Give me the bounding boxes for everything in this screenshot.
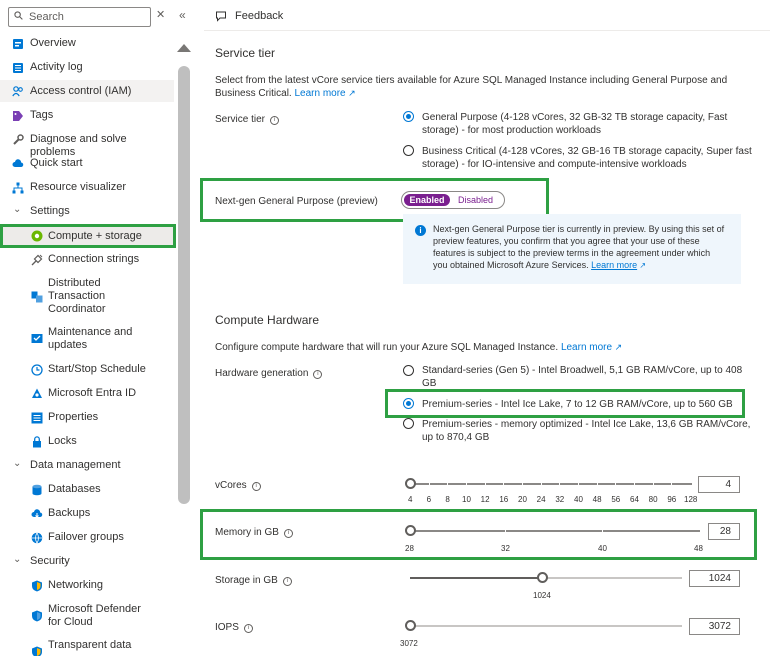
vcores-tick-label: 48 [592, 495, 602, 504]
sidebar-item-overview[interactable]: Overview [0, 37, 174, 51]
transaction-icon [31, 291, 43, 303]
plug-icon [31, 254, 43, 266]
vcores-tick-label: 8 [445, 495, 450, 504]
vcores-input[interactable]: 4 [698, 476, 740, 493]
general-purpose-option-label: General Purpose (4-128 vCores, 32 GB-32 TB storage capacity, Fast storage) - for most production workloads [422, 112, 728, 136]
vcores-tick-label: 40 [574, 495, 583, 504]
info-circle-icon: i [415, 225, 426, 236]
vcores-tick-label: 64 [630, 495, 639, 504]
memory-tick-label: 40 [598, 544, 607, 553]
compute-storage-highlight [0, 224, 176, 248]
service-tier-learn-more-link[interactable]: Learn more [294, 88, 346, 99]
sidebar-item-start-stop[interactable]: Start/Stop Schedule [0, 363, 174, 377]
search-icon [14, 11, 23, 20]
vcores-step-mark [597, 483, 598, 485]
vcores-step-mark [653, 483, 654, 485]
vcores-step-mark [485, 483, 486, 485]
vcores-step-mark [466, 483, 467, 485]
clock-icon [31, 364, 43, 376]
sidebar-item-activity-log[interactable]: Activity log [0, 61, 174, 75]
standard-series-option-label: Standard-series (Gen 5) - Intel Broadwell, 5,1 GB RAM/vCore, up to 408 GB [422, 365, 743, 389]
info-icon[interactable]: i [284, 529, 293, 538]
sidebar-item-quick-start[interactable]: Quick start [0, 157, 174, 171]
database-icon [31, 484, 43, 496]
memory-tick-label: 48 [694, 544, 703, 553]
maintenance-icon [31, 333, 43, 345]
info-icon[interactable]: i [244, 624, 253, 633]
chevron-down-icon: ⌄ [13, 554, 22, 565]
compute-hardware-heading: Compute Hardware [215, 313, 320, 327]
sidebar-item-entra-id[interactable]: Microsoft Entra ID [0, 387, 174, 401]
scroll-up-arrow[interactable] [177, 44, 191, 52]
vcores-step-mark [559, 483, 560, 485]
toggle-enabled-option[interactable]: Enabled [404, 194, 450, 206]
defender-shield-icon [31, 610, 43, 622]
preview-info-banner: i Next-gen General Purpose tier is currently in preview. By using this set of preview features, you confirm that you agree that your use of these features is subject to the preview terms in the agreement under which you obtained Microsoft Azure Services. Learn more ↗ [403, 214, 741, 284]
sidebar-item-access-control[interactable]: Access control (IAM) [0, 80, 174, 102]
hardware-generation-label: Hardware generation i [215, 368, 322, 379]
service-tier-heading: Service tier [215, 46, 276, 60]
cloud-icon [12, 158, 24, 170]
sidebar-group-settings[interactable]: ⌄ Settings [13, 204, 70, 217]
vcores-tick-label: 10 [462, 495, 471, 504]
vcores-tick-label: 6 [426, 495, 432, 504]
compute-learn-more-link[interactable]: Learn more [560, 342, 613, 353]
entra-icon [31, 388, 43, 400]
external-link-icon: ↗ [612, 342, 623, 352]
radio-premium-memory-optimized[interactable] [403, 418, 414, 429]
sidebar-item-defender[interactable]: Microsoft Defender for Cloud [0, 603, 174, 629]
premium-series-highlight [385, 389, 745, 418]
radio-standard-series[interactable] [403, 365, 414, 376]
sidebar-item-dtc[interactable]: Distributed Transaction Coordinator [0, 277, 174, 317]
sidebar-item-connection-strings[interactable]: Connection strings [0, 253, 174, 267]
iops-slider-thumb[interactable] [405, 620, 416, 631]
tag-icon [12, 110, 24, 122]
vcores-step-mark [578, 483, 579, 485]
command-bar [204, 0, 770, 31]
sidebar-item-databases[interactable]: Databases [0, 483, 174, 497]
globe-icon [31, 532, 43, 544]
feedback-icon [215, 10, 227, 22]
info-icon[interactable]: i [252, 482, 261, 491]
properties-icon [31, 412, 43, 424]
info-icon[interactable]: i [313, 370, 322, 379]
iops-slider-track[interactable] [410, 625, 682, 627]
vcores-tick-label: 80 [648, 495, 658, 504]
memory-input[interactable]: 28 [708, 523, 740, 540]
radio-general-purpose[interactable] [403, 111, 414, 122]
feedback-button[interactable]: Feedback [235, 10, 284, 22]
sidebar-item-tde[interactable]: Transparent data [0, 639, 174, 656]
memory-label: Memory in GB i [215, 527, 293, 538]
external-link-icon: ↗ [637, 261, 647, 270]
external-link-icon: ↗ [345, 88, 356, 98]
sidebar-item-locks[interactable]: Locks [0, 435, 174, 449]
compute-hardware-description: Configure compute hardware that will run your Azure SQL Managed Instance. Learn more ↗ [215, 342, 623, 353]
vcores-slider-track[interactable] [410, 483, 692, 485]
vcores-tick-label: 24 [536, 495, 546, 504]
wrench-icon [12, 134, 24, 146]
people-icon [12, 85, 24, 97]
vcores-step-mark [634, 483, 635, 485]
sidebar-item-compute-storage[interactable]: Compute + storage [0, 226, 174, 246]
activity-log-icon [12, 62, 24, 74]
vcores-step-mark [429, 483, 430, 485]
collapse-menu-icon[interactable]: « [179, 8, 186, 22]
premium-series-option-label: Premium-series - Intel Ice Lake, 7 to 12 GB RAM/vCore, up to 560 GB [422, 399, 733, 410]
vcores-step-mark [541, 483, 542, 485]
sidebar-scrollbar-thumb[interactable] [178, 66, 190, 504]
vcores-step-mark [503, 483, 504, 485]
info-icon[interactable]: i [270, 116, 279, 125]
vcores-step-mark [447, 483, 448, 485]
storage-input[interactable]: 1024 [689, 570, 740, 587]
vcores-step-mark [522, 483, 523, 485]
clear-search-icon[interactable]: ✕ [156, 9, 166, 21]
vcores-tick-label: 56 [611, 495, 621, 504]
vcores-step-mark [671, 483, 672, 485]
iops-label: IOPS i [215, 622, 253, 633]
sidebar-item-tags[interactable]: Tags [0, 109, 174, 123]
memory-tick-label: 32 [501, 544, 510, 553]
sidebar-item-failover-groups[interactable]: Failover groups [0, 531, 174, 545]
search-input[interactable] [8, 7, 151, 27]
preview-learn-more-link[interactable]: Learn more [591, 260, 638, 270]
memory-optimized-option-label: Premium-series - memory optimized - Intel Ice Lake, 13,6 GB RAM/vCore, up to 870,4 GB [422, 419, 751, 443]
storage-slider-fill [410, 577, 542, 579]
sidebar-item-backups[interactable]: Backups [0, 507, 174, 521]
toggle-disabled-option[interactable]: Disabled [458, 195, 494, 205]
sidebar-item-diagnose[interactable]: Diagnose and solve problems [0, 133, 174, 147]
info-icon[interactable]: i [283, 577, 292, 586]
sidebar-group-security[interactable]: ⌄ Security [13, 554, 70, 567]
iops-input[interactable]: 3072 [689, 618, 740, 635]
search-placeholder: Search [29, 11, 64, 23]
sidebar-group-data-management[interactable]: ⌄ Data management [13, 458, 121, 471]
nextgen-label: Next-gen General Purpose (preview) [215, 196, 378, 207]
storage-slider-thumb[interactable] [537, 572, 548, 583]
vcores-tick-label: 4 [408, 495, 413, 504]
vcores-label: vCores i [215, 480, 261, 491]
service-tier-description: Select from the latest vCore service tiers available for Azure SQL Managed Instance including General Purpose and Business Critical. Learn more ↗ [215, 75, 728, 99]
business-critical-option-label: Business Critical (4-128 vCores, 32 GB-16 TB storage capacity, Super fast storage) - for IO-intensive and compute-intensive workloads [422, 146, 752, 170]
vcores-slider-thumb[interactable] [405, 478, 416, 489]
sidebar-item-maintenance[interactable]: Maintenance and updates [0, 326, 174, 352]
storage-label: Storage in GB i [215, 575, 292, 586]
chevron-down-icon: ⌄ [13, 204, 22, 215]
sidebar-item-networking[interactable]: Networking [0, 579, 174, 593]
sidebar-item-properties[interactable]: Properties [0, 411, 174, 425]
encryption-shield-icon [31, 646, 43, 656]
service-tier-label: Service tier i [215, 114, 279, 125]
backup-icon [31, 508, 43, 520]
radio-business-critical[interactable] [403, 145, 414, 156]
sidebar-item-resource-visualizer[interactable]: Resource visualizer [0, 181, 174, 195]
iops-tick-label: 3072 [400, 639, 418, 648]
overview-icon [12, 38, 24, 50]
vcores-step-mark [615, 483, 616, 485]
vcores-tick-label: 96 [667, 495, 677, 504]
vcores-tick-label: 16 [499, 495, 509, 504]
vcores-tick-label: 20 [518, 495, 527, 504]
lock-icon [31, 436, 43, 448]
resource-menu [0, 0, 196, 656]
vcores-tick-label: 32 [555, 495, 565, 504]
chevron-down-icon: ⌄ [13, 458, 22, 469]
memory-tick-label: 28 [405, 544, 414, 553]
storage-tick-label: 1024 [533, 591, 551, 600]
vcores-tick-label: 12 [480, 495, 490, 504]
vcores-tick-label: 128 [684, 495, 698, 504]
memory-highlight [200, 509, 757, 560]
hierarchy-icon [12, 182, 24, 194]
shield-icon [31, 580, 43, 592]
